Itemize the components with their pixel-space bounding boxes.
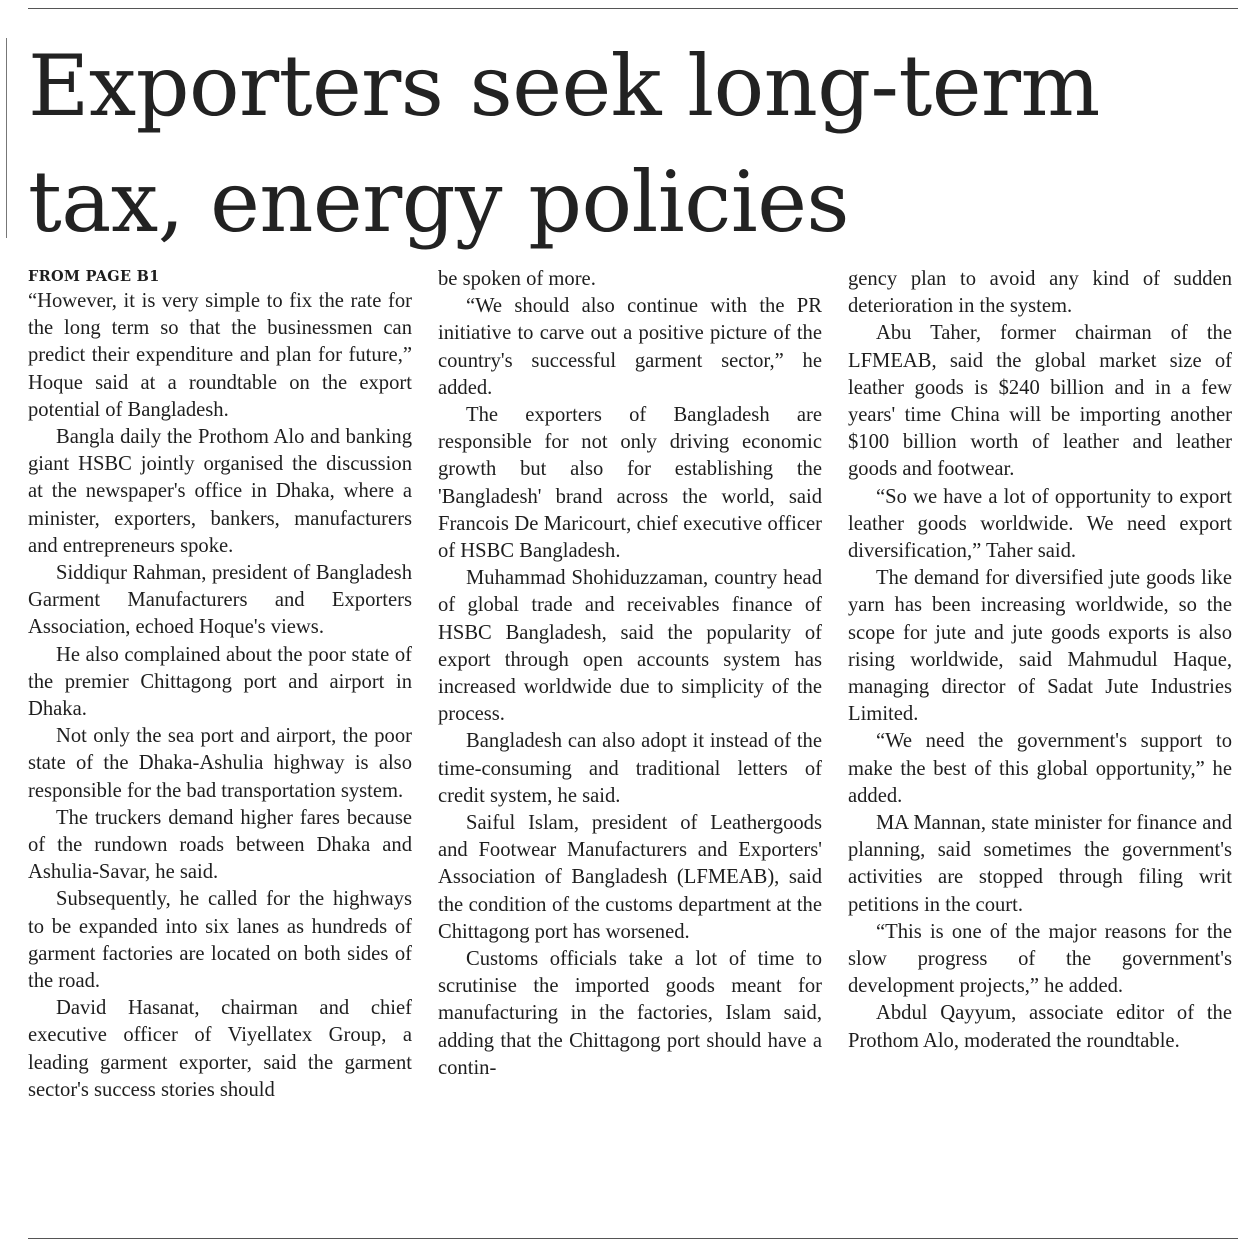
paragraph: The truckers demand higher fares because of the rundown roads between Dhaka and Ashulia-Savar, he said. [28, 806, 412, 884]
paragraph: David Hasanat, chairman and chief executive officer of Viyellatex Group, a leading garment exporter, said the garment sector's success stories should [28, 997, 412, 1101]
paragraph: “However, it is very simple to fix the rate for the long term so that the businessmen can predict their expenditure and plan for future,” Hoque said at a roundtable on the export potential of Bangladesh. [28, 290, 412, 421]
paragraph: Siddiqur Rahman, president of Bangladesh Garment Manufacturers and Exporters Association, echoed Hoque's views. [28, 562, 412, 639]
paragraph: Bangladesh can also adopt it instead of the time-consuming and traditional letters of credit system, he said. [438, 730, 822, 807]
kicker: FROM PAGE B1 [28, 268, 160, 285]
paragraph: The demand for diversified jute goods like yarn has been increasing worldwide, so the scope for jute and jute goods exports is also rising worldwide, said Mahmudul Haque, managing director of Sadat Jute Industries Limited. [848, 567, 1232, 726]
left-rule [6, 38, 7, 238]
headline: Exporters seek long-term tax, energy policies [28, 37, 1100, 251]
article-column-3 [848, 266, 1232, 1055]
paragraph: He also complained about the poor state of the premier Chittagong port and airport in Dhaka. [28, 643, 412, 721]
paragraph: gency plan to avoid any kind of sudden deterioration in the system. [848, 268, 1232, 318]
paragraph: Abdul Qayyum, associate editor of the Prothom Alo, moderated the roundtable. [848, 1002, 1232, 1052]
article-column-1 [28, 266, 412, 1104]
paragraph: “So we have a lot of opportunity to export leather goods worldwide. We need export diversification,” Taher said. [848, 485, 1232, 563]
paragraph: “We should also continue with the PR initiative to carve out a positive picture of the country's successful garment sector,” he added. [438, 295, 822, 399]
paragraph: Saiful Islam, president of Leathergoods and Footwear Manufacturers and Exporters' Association of Bangladesh (LFMEAB), said the condition of the customs department at the Chittagong port has worsened. [438, 812, 822, 943]
bottom-rule [28, 1238, 1238, 1239]
paragraph: Customs officials take a lot of time to scrutinise the imported goods meant for manufacturing in the factories, Islam said, adding that the Chittagong port should have a contin- [438, 948, 822, 1079]
paragraph: be spoken of more. [438, 268, 596, 290]
paragraph: Bangla daily the Prothom Alo and banking giant HSBC jointly organised the discussion at the newspaper's office in Dhaka, where a minister, exporters, bankers, manufacturers and entrepreneurs spoke. [28, 426, 412, 557]
paragraph: Subsequently, he called for the highways to be expanded into six lanes as hundreds of garment factories are located on both sides of the road. [28, 888, 412, 993]
paragraph: “This is one of the major reasons for the slow progress of the government's development projects,” he added. [848, 920, 1232, 998]
paragraph: “We need the government's support to make the best of this global opportunity,” he added. [848, 730, 1232, 807]
paragraph: Not only the sea port and airport, the poor state of the Dhaka-Ashulia highway is also responsible for the bad transportation system. [28, 725, 412, 802]
article-column-2 [438, 266, 822, 1082]
top-rule [28, 8, 1238, 9]
paragraph: The exporters of Bangladesh are responsible for not only driving economic growth but also for establishing the 'Bangladesh' brand across the world, said Francois De Maricourt, chief executive officer of HSBC Bangladesh. [438, 404, 822, 563]
paragraph: Muhammad Shohiduzzaman, country head of global trade and receivables finance of HSBC Bangladesh, said the popularity of export through open accounts system has increased worldwide due to simplicity of the process. [438, 567, 822, 726]
paragraph: MA Mannan, state minister for finance and planning, said sometimes the government's activities are stopped through filing writ petitions in the court. [848, 812, 1232, 916]
paragraph: Abu Taher, former chairman of the LFMEAB, said the global market size of leather goods is $240 billion and in a few years' time China will be importing another $100 billion worth of leather and leather goods and footwear. [848, 322, 1232, 481]
